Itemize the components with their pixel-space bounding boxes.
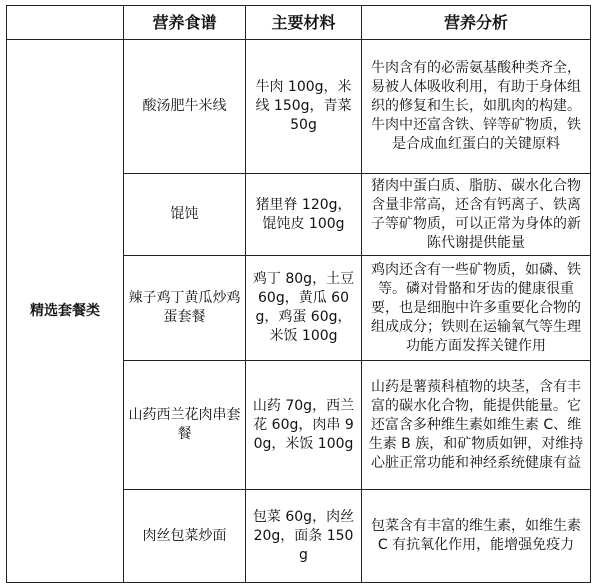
dish-name: 辣子鸡丁黄瓜炒鸡蛋套餐 <box>124 256 246 361</box>
table-row <box>7 40 591 174</box>
dish-analysis: 牛肉含有的必需氨基酸种类齐全，易被人体吸收利用，有助于身体组织的修复和生长，如肌肉的构建。牛肉中还富含铁、锌等矿物质，铁是合成血红蛋白的关键原料 <box>362 40 591 174</box>
dish-name: 肉丝包菜炒面 <box>124 490 246 583</box>
dish-materials: 山药 70g，西兰花 60g，肉串 90g，米饭 100g <box>246 361 362 490</box>
category-label: 精选套餐类 <box>7 40 124 583</box>
dish-materials: 包菜 60g，肉丝 20g，面条 150g <box>246 490 362 583</box>
dish-name: 酸汤肥牛米线 <box>124 40 246 174</box>
dish-materials: 猪里脊 120g，馄饨皮 100g <box>246 174 362 256</box>
dish-name: 馄饨 <box>124 174 246 256</box>
dish-materials: 鸡丁 80g，土豆 60g，黄瓜 60g，鸡蛋 60g，米饭 100g <box>246 256 362 361</box>
dish-name: 山药西兰花肉串套餐 <box>124 361 246 490</box>
header-recipe: 营养食谱 <box>124 6 246 40</box>
dish-analysis: 猪肉中蛋白质、脂肪、碳水化合物含量非常高，还含有钙离子、铁离子等矿物质，可以正常为身体的新陈代谢提供能量 <box>362 174 591 256</box>
nutrition-menu-table <box>6 5 591 583</box>
dish-analysis: 山药是薯蓣科植物的块茎，含有丰富的碳水化合物，能提供能量。它还富含多种维生素如维生素 C、维生素 B 族，和矿物质如钾，对维持心脏正常功能和神经系统健康有益 <box>362 361 591 490</box>
header-analysis: 营养分析 <box>362 6 591 40</box>
header-row <box>7 6 591 40</box>
header-materials: 主要材料 <box>246 6 362 40</box>
dish-analysis: 鸡肉还含有一些矿物质，如磷、铁等。磷对骨骼和牙齿的健康很重要，也是细胞中许多重要化合物的组成成分；铁则在运输氧气等生理功能方面发挥关键作用 <box>362 256 591 361</box>
dish-materials: 牛肉 100g，米线 150g，青菜 50g <box>246 40 362 174</box>
header-empty-cell <box>7 6 124 40</box>
dish-analysis: 包菜含有丰富的维生素，如维生素 C 有抗氧化作用，能增强免疫力 <box>362 490 591 583</box>
